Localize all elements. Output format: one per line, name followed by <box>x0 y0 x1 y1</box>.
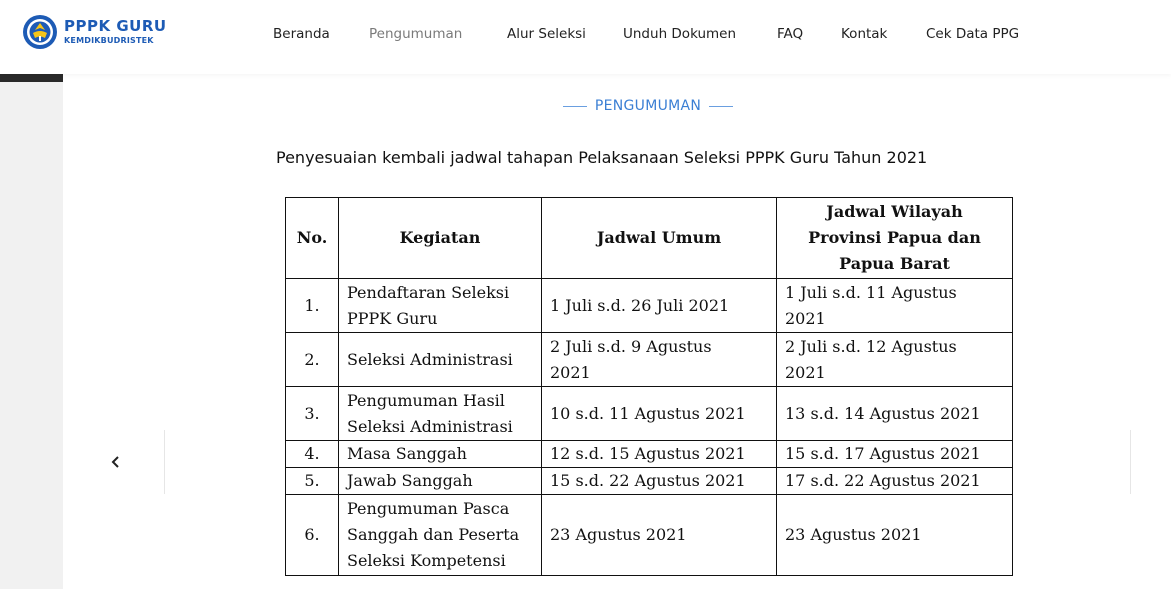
cell-no: 5. <box>286 468 339 495</box>
cell-no: 2. <box>286 333 339 387</box>
announcement-title: Penyesuaian kembali jadwal tahapan Pelaksanaan Seleksi PPPK Guru Tahun 2021 <box>276 148 928 167</box>
cell-jadwal-umum: 23 Agustus 2021 <box>542 495 777 576</box>
cell-kegiatan-line2: Sanggah dan Peserta <box>347 525 520 544</box>
table-header-row <box>286 198 1013 279</box>
header-jadwal-wilayah-line2: Provinsi Papua dan <box>808 228 981 247</box>
cell-kegiatan: Jawab Sanggah <box>339 468 542 495</box>
cell-no: 6. <box>286 495 339 576</box>
cell-jadwal-wilayah-line2: 2021 <box>785 308 826 328</box>
cell-jadwal-wilayah: 23 Agustus 2021 <box>777 495 1013 576</box>
cell-kegiatan <box>339 495 542 576</box>
header-jadwal-wilayah <box>777 198 1013 279</box>
nav-unduh-dokumen[interactable]: Unduh Dokumen <box>623 26 737 42</box>
header-jadwal-wilayah-line1: Jadwal Wilayah <box>826 202 963 221</box>
cell-kegiatan-line1: Pendaftaran Seleksi <box>347 282 510 302</box>
chevron-left-icon[interactable] <box>106 452 126 472</box>
table-row <box>286 468 1013 495</box>
left-background-panel <box>0 74 63 589</box>
section-label <box>556 98 740 114</box>
table-row <box>286 279 1013 333</box>
cell-kegiatan <box>339 279 542 333</box>
cell-jadwal-wilayah: 17 s.d. 22 Agustus 2021 <box>777 468 1013 495</box>
cell-jadwal-umum: 12 s.d. 15 Agustus 2021 <box>542 441 777 468</box>
table-row <box>286 441 1013 468</box>
cell-no: 4. <box>286 441 339 468</box>
nav-beranda[interactable]: Beranda <box>273 26 330 42</box>
site-logo[interactable] <box>22 14 167 50</box>
section-line-left <box>563 106 587 107</box>
cell-kegiatan-line2: Seleksi Administrasi <box>347 416 513 436</box>
header-jadwal-wilayah-line3: Papua Barat <box>839 254 950 273</box>
site-header <box>0 0 1171 74</box>
cell-jadwal-umum-line2: 2021 <box>550 362 591 382</box>
left-dark-strip <box>0 74 63 82</box>
tut-wuri-handayani-logo-icon <box>22 14 58 50</box>
cell-jadwal-wilayah-line2: 2021 <box>785 362 826 382</box>
cell-kegiatan: Masa Sanggah <box>339 441 542 468</box>
nav-alur-seleksi[interactable]: Alur Seleksi <box>507 26 586 42</box>
cell-jadwal-umum: 15 s.d. 22 Agustus 2021 <box>542 468 777 495</box>
section-line-right <box>709 106 733 107</box>
logo-title: PPPK GURU <box>64 17 167 35</box>
cell-jadwal-wilayah-line1: 1 Juli s.d. 11 Agustus <box>785 282 957 302</box>
cell-no: 3. <box>286 387 339 441</box>
cell-jadwal-wilayah <box>777 279 1013 333</box>
cell-jadwal-wilayah-line1: 2 Juli s.d. 12 Agustus <box>785 336 957 356</box>
nav-pengumuman[interactable]: Pengumuman <box>369 26 463 42</box>
cell-jadwal-wilayah: 15 s.d. 17 Agustus 2021 <box>777 441 1013 468</box>
cell-jadwal-umum-line1: 2 Juli s.d. 9 Agustus <box>550 336 712 356</box>
cell-kegiatan-line1: Pengumuman Hasil <box>347 390 505 410</box>
schedule-table <box>285 197 1013 576</box>
nav-kontak[interactable]: Kontak <box>841 26 888 42</box>
cell-no: 1. <box>286 279 339 333</box>
cell-jadwal-wilayah <box>777 333 1013 387</box>
carousel-divider-left <box>164 430 165 494</box>
cell-kegiatan-line1: Pengumuman Pasca <box>347 499 510 518</box>
cell-kegiatan-line2: PPPK Guru <box>347 308 438 328</box>
table-row <box>286 495 1013 576</box>
section-label-text: PENGUMUMAN <box>594 98 702 114</box>
table-row <box>286 387 1013 441</box>
nav-faq[interactable]: FAQ <box>777 26 804 42</box>
header-no: No. <box>286 198 339 279</box>
cell-kegiatan-line3: Seleksi Kompetensi <box>347 551 506 570</box>
cell-jadwal-umum: 10 s.d. 11 Agustus 2021 <box>542 387 777 441</box>
cell-jadwal-wilayah: 13 s.d. 14 Agustus 2021 <box>777 387 1013 441</box>
carousel-divider-right <box>1130 430 1131 494</box>
logo-subtitle: KEMDIKBUDRISTEK <box>64 36 154 45</box>
header-kegiatan: Kegiatan <box>339 198 542 279</box>
header-jadwal-umum: Jadwal Umum <box>542 198 777 279</box>
cell-kegiatan <box>339 387 542 441</box>
table-row <box>286 333 1013 387</box>
cell-kegiatan: Seleksi Administrasi <box>339 333 542 387</box>
cell-jadwal-umum <box>542 333 777 387</box>
cell-jadwal-umum: 1 Juli s.d. 26 Juli 2021 <box>542 279 777 333</box>
nav-cek-data-ppg[interactable]: Cek Data PPG <box>926 26 1020 42</box>
